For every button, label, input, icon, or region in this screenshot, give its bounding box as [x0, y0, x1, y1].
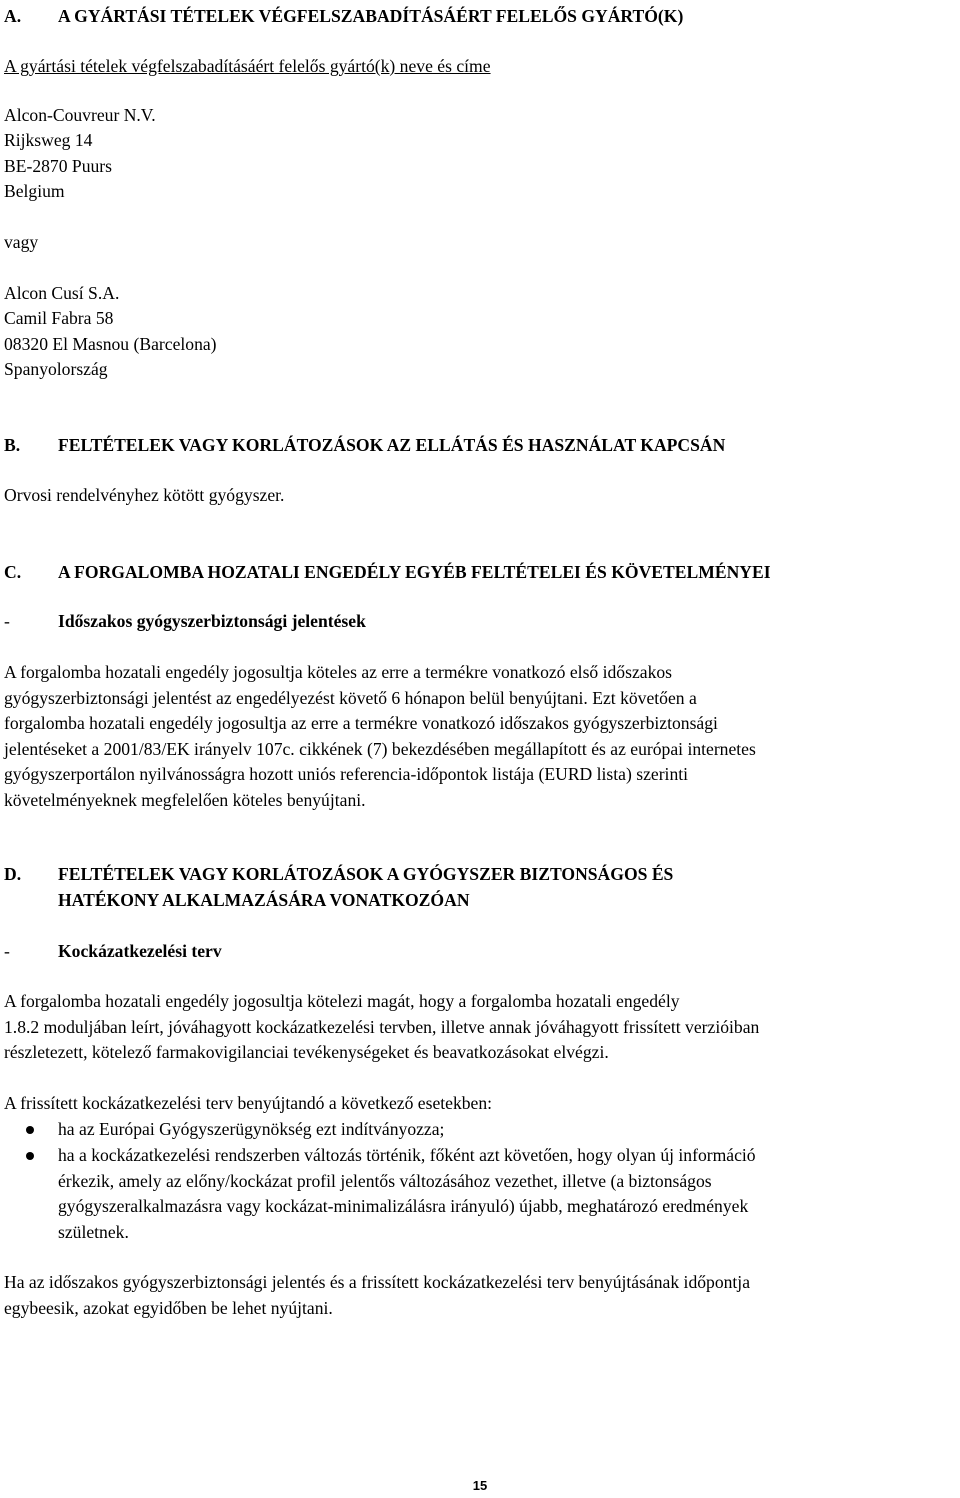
address2-line-4: Spanyolország	[4, 359, 108, 379]
section-d-paragraph-2-intro: A frissített kockázatkezelési terv benyújtandó a következő esetekben:	[4, 1093, 493, 1113]
address-or: vagy	[4, 232, 39, 252]
section-c-subheading-row	[4, 609, 366, 635]
bullet-line: gyógyszeralkalmazásra vagy kockázat-minimalizálásra irányuló) újabb, meghatározó eredmények	[58, 1196, 749, 1217]
paragraph-line: gyógyszerportálon nyilvánosságra hozott uniós referencia-időpontok listája (EURD lista) szerinti	[4, 764, 689, 785]
paragraph-line: forgalomba hozatali engedély jogosultja az erre a termékre vonatkozó időszakos gyógyszerbiztonsági	[4, 713, 718, 734]
section-c-title: A FORGALOMBA HOZATALI ENGEDÉLY EGYÉB FELTÉTELEI ÉS KÖVETELMÉNYEI	[58, 562, 771, 582]
dash-marker: -	[4, 941, 10, 961]
bullet-line: születnek.	[58, 1221, 129, 1242]
section-b-heading	[4, 433, 725, 459]
section-b-text: Orvosi rendelvényhez kötött gyógyszer.	[4, 485, 285, 505]
paragraph-line: Ha az időszakos gyógyszerbiztonsági jelentés és a frissített kockázatkezelési terv benyújtásának időpontja	[4, 1272, 751, 1292]
paragraph-line: egybeesik, azokat egyidőben be lehet nyújtani.	[4, 1297, 333, 1318]
paragraph-line: részletezett, kötelező farmakovigilanciai tevékenységeket és beavatkozásokat elvégzi.	[4, 1042, 609, 1063]
paragraph-line: 1.8.2 moduljában leírt, jóváhagyott kockázatkezelési tervben, illetve annak jóváhagyott frissített verzióiban	[4, 1016, 760, 1037]
dash-marker: -	[4, 611, 10, 631]
address2-line-3: 08320 El Masnou (Barcelona)	[4, 334, 217, 354]
section-c-letter: C.	[4, 562, 22, 582]
paragraph-line: gyógyszerbiztonsági jelentést az engedélyezést követő 6 hónapon belül benyújtani. Ezt követően a	[4, 687, 697, 708]
bullet-line: ha a kockázatkezelési rendszerben változás történik, főként azt követően, hogy olyan új információ	[58, 1145, 756, 1165]
section-c-heading	[4, 560, 771, 586]
section-d-paragraph-1	[4, 989, 954, 1066]
address1-line-3: BE-2870 Puurs	[4, 156, 113, 176]
bullet-dot-icon	[26, 1152, 34, 1160]
address2-line-1: Alcon Cusí S.A.	[4, 283, 120, 303]
section-a-heading	[4, 4, 683, 30]
paragraph-line: A forgalomba hozatali engedély jogosultja köteles az erre a termékre vonatkozó első időszakos	[4, 662, 673, 682]
section-d-heading	[4, 862, 673, 888]
section-d-paragraph-3	[4, 1270, 954, 1321]
section-d-title-line-1: FELTÉTELEK VAGY KORLÁTOZÁSOK A GYÓGYSZER BIZTONSÁGOS ÉS	[58, 864, 674, 884]
address1-line-4: Belgium	[4, 181, 65, 201]
section-d-subheading: Kockázatkezelési terv	[58, 941, 222, 961]
section-d-subheading-row	[4, 939, 222, 965]
paragraph-line: jelentéseket a 2001/83/EK irányelv 107c. cikkének (7) bekezdésében megállapított és az európai internetes	[4, 738, 756, 759]
section-c-paragraph	[4, 660, 954, 814]
section-a-letter: A.	[4, 6, 22, 26]
section-b-letter: B.	[4, 435, 21, 455]
paragraph-line: követelményeknek megfelelően köteles benyújtani.	[4, 789, 366, 810]
section-a-title: A GYÁRTÁSI TÉTELEK VÉGFELSZABADÍTÁSÁÉRT FELELŐS GYÁRTÓ(K)	[58, 6, 684, 26]
bullet-line: érkezik, amely az előny/kockázat profil jelentős változásához vezethet, illetve (a biztonságos	[58, 1170, 712, 1191]
page-number: 15	[472, 1478, 488, 1493]
section-b-title: FELTÉTELEK VAGY KORLÁTOZÁSOK AZ ELLÁTÁS ÉS HASZNÁLAT KAPCSÁN	[58, 435, 726, 455]
bullet-dot-icon	[26, 1126, 34, 1134]
address2-line-2: Camil Fabra 58	[4, 308, 114, 328]
paragraph-line: A forgalomba hozatali engedély jogosultja kötelezi magát, hogy a forgalomba hozatali engedély	[4, 991, 680, 1011]
address1-line-1: Alcon-Couvreur N.V.	[4, 105, 156, 125]
section-c-subheading: Időszakos gyógyszerbiztonsági jelentések	[58, 611, 366, 631]
section-a-subtitle: A gyártási tételek végfelszabadításáért felelős gyártó(k) neve és címe	[4, 56, 491, 76]
section-d-letter: D.	[4, 864, 22, 884]
bullet-line: ha az Európai Gyógyszerügynökség ezt indítványozza;	[58, 1119, 445, 1139]
section-d-title-line-2: HATÉKONY ALKALMAZÁSÁRA VONATKOZÓAN	[58, 890, 470, 910]
address1-line-2: Rijksweg 14	[4, 130, 93, 150]
